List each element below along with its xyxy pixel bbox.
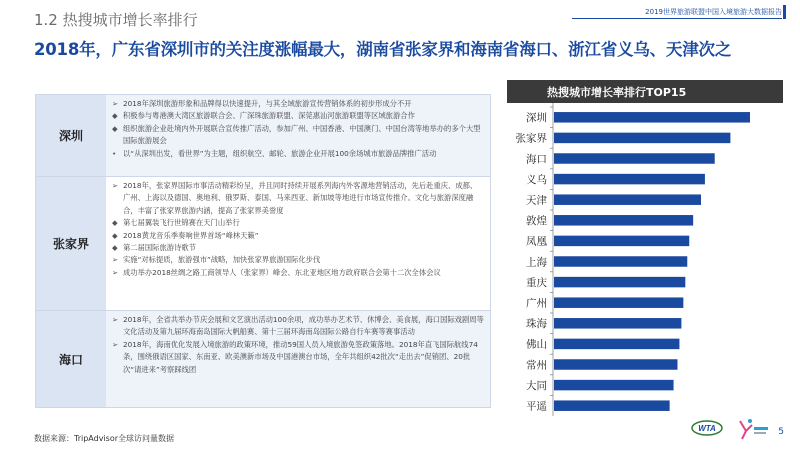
bullet-text: 成功举办2018丝绸之路工商领导人（张家界）峰会、东北亚地区地方政府联合会第十二次全体会议 — [123, 267, 441, 277]
category-label: 张家界 — [515, 132, 547, 145]
table-row — [36, 95, 490, 177]
row-label: 深圳 — [36, 95, 106, 176]
list-item — [112, 242, 484, 254]
bullet-text: 2018黄龙音乐季奏响世界首场“峰林天籁” — [123, 230, 259, 240]
table-row — [36, 311, 490, 407]
bullet-text: 2018年，张家界国际市事活动精彩纷呈，并且同时持续开展系列海内外客源地营销活动，先后赴重庆、成都、广州、上海以及德国、奥地利、俄罗斯、泰国、马来西亚、新加坡等地进行市场宣传推介。文化与旅游深度融合，丰富了张家界旅游内涵，提高了张家界美誉度 — [123, 181, 478, 215]
partner-logo-icon — [740, 419, 768, 439]
bullet-text: 组织旅游企业赴境内外开展联合宣传推广活动，参加广州、中国香港、中国澳门、中国台湾等地举办的多个大型国际旅游展会 — [123, 123, 481, 146]
bullet-icon: • — [112, 148, 117, 158]
chart-header: 热搜城市增长率排行TOP15 — [507, 80, 783, 103]
bar-12 — [554, 359, 677, 370]
bar-7 — [554, 256, 687, 267]
bullet-icon: ➢ — [112, 267, 119, 277]
bar-3 — [554, 174, 705, 185]
row-label: 海口 — [36, 311, 106, 407]
list-item — [112, 230, 484, 242]
category-label: 海口 — [526, 153, 547, 166]
category-label: 凤凰 — [526, 235, 547, 248]
logos — [690, 413, 770, 447]
svg-text:WTA: WTA — [698, 424, 716, 433]
section-title: 1.2 热搜城市增长率排行 — [34, 11, 198, 29]
category-label: 重庆 — [526, 276, 547, 289]
category-label: 天津 — [526, 194, 547, 207]
bullet-text: 积极参与粤港澳大湾区旅游联合会、广深珠旅游联盟、深莞惠汕河旅游联盟等区域旅游合作 — [123, 111, 415, 121]
list-item — [112, 314, 484, 339]
category-label: 大同 — [526, 379, 547, 392]
bullet-text: 第七届翼装飞行世锦赛在天门山举行 — [123, 218, 240, 228]
bar-2 — [554, 153, 715, 164]
report-title-underline — [572, 18, 782, 19]
bullet-text: 第二届国际旅游诗歌节 — [123, 243, 196, 253]
bullet-text: 2018年，全省共举办节庆会展和文艺演出活动100余项，成功举办艺术节、休博会、美食展，海口国际戏剧周等文化活动及第九届环海南岛国际大帆船赛、第十三届环海南岛国际公路自行车赛等赛事活动 — [123, 315, 484, 337]
list-item — [112, 98, 484, 110]
row-label: 张家界 — [36, 177, 106, 310]
category-label: 上海 — [526, 256, 547, 269]
row-body — [106, 177, 490, 310]
bullet-icon: ➢ — [112, 315, 119, 324]
list-item — [112, 254, 484, 266]
bar-0 — [554, 112, 750, 123]
category-label: 常州 — [526, 359, 547, 372]
bar-4 — [554, 194, 701, 205]
bar-8 — [554, 277, 685, 288]
bullet-icon: ◆ — [112, 111, 118, 121]
list-item — [112, 123, 484, 148]
bullet-text: 以“从深圳出发，看世界”为主题，组织航空、邮轮、旅游企业开展100余场城市旅游品牌推广活动 — [123, 148, 437, 158]
category-label: 敦煌 — [526, 215, 547, 228]
headline: 2018年，广东省深圳市的关注度涨幅最大，湖南省张家界和海南省海口、浙江省义乌、天津次之 — [34, 40, 732, 59]
category-label: 深圳 — [526, 112, 547, 125]
category-label: 平遥 — [526, 400, 547, 413]
bullet-icon: ◆ — [112, 123, 118, 133]
bullet-icon: ◆ — [112, 230, 118, 240]
bullet-icon: ➢ — [112, 99, 119, 108]
bar-14 — [554, 400, 670, 411]
bullet-icon: ➢ — [112, 339, 119, 349]
row-body — [106, 95, 490, 176]
bullet-text: 2018年，海南优化发展入境旅游的政策环境，推动59国人员入境旅游免签政策落地。2018年直飞国际航线74条，围绕俄语区国家、东南亚、欧美澳新市场及中国港澳台市场，全年共组织42批次“走出去”促销团、20批次“请进来”考察踩线团 — [123, 339, 478, 374]
bar-13 — [554, 380, 674, 391]
bar-11 — [554, 339, 679, 350]
bar-chart — [507, 103, 783, 433]
wta-logo-icon — [692, 421, 722, 435]
city-table — [35, 94, 491, 408]
bar-10 — [554, 318, 681, 329]
bullet-text: 2018年深圳旅游形象和品牌得以快速提升，与其全域旅游宣传营销体系的初步形成分不开 — [123, 99, 412, 108]
data-source: 数据来源：TripAdvisor全球访问量数据 — [34, 434, 175, 443]
category-label: 广州 — [526, 297, 547, 310]
category-label: 义乌 — [526, 173, 547, 186]
bar-1 — [554, 133, 730, 144]
bullet-icon: ➢ — [112, 181, 119, 190]
category-label: 珠海 — [526, 318, 547, 331]
bullet-icon: ➢ — [112, 255, 119, 265]
bar-9 — [554, 297, 683, 308]
table-row — [36, 177, 490, 311]
bullet-icon: ◆ — [112, 218, 118, 228]
bullet-text: 实施“对标提质，旅游强市”战略，加快张家界旅游国际化步伐 — [123, 255, 321, 265]
bar-6 — [554, 236, 689, 247]
list-item — [112, 267, 484, 279]
bullet-icon: ◆ — [112, 243, 118, 253]
row-body — [106, 311, 490, 407]
list-item — [112, 148, 484, 160]
bar-5 — [554, 215, 693, 226]
list-item — [112, 180, 484, 217]
list-item — [112, 339, 484, 376]
list-item — [112, 217, 484, 229]
category-label: 佛山 — [526, 338, 547, 351]
report-title: 2019世界旅游联盟中国入境旅游大数据报告 — [645, 8, 782, 16]
list-item — [112, 110, 484, 122]
report-title-accent — [783, 5, 786, 19]
page-number: 5 — [778, 427, 784, 437]
